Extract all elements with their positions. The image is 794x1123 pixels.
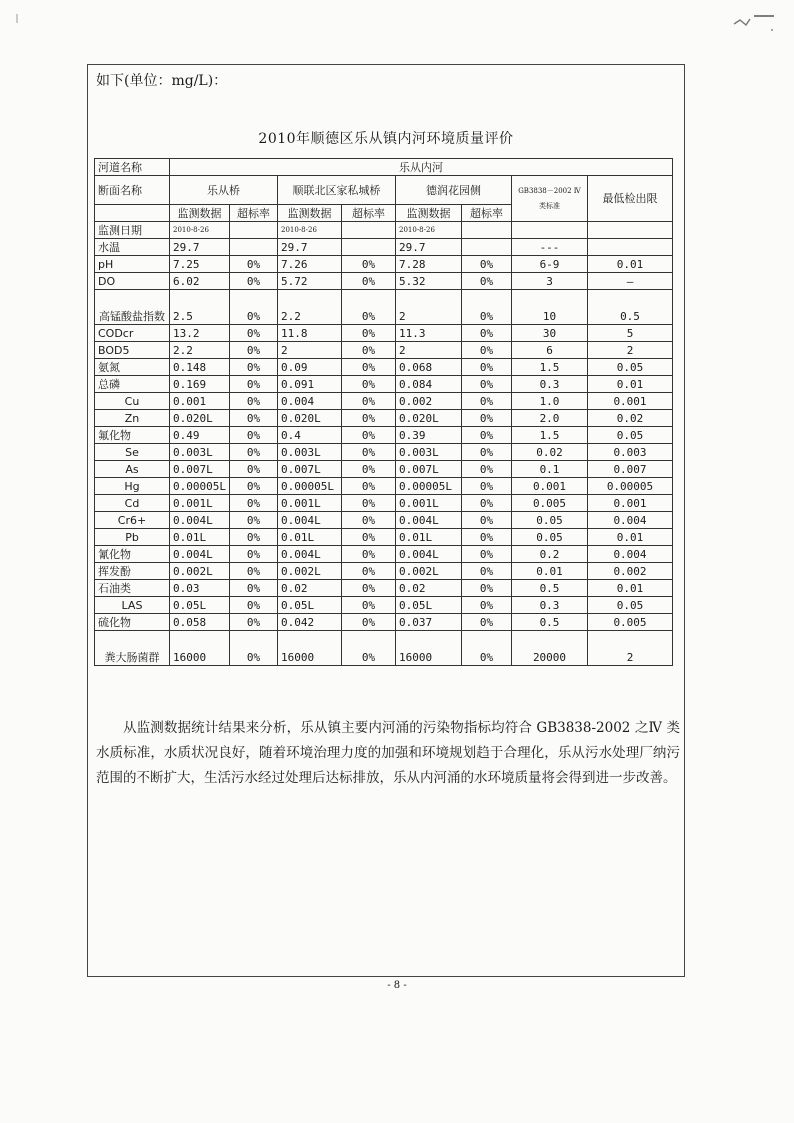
exceed-rate-cell: 0% [230, 427, 278, 444]
monitoring-value-cell: 2 [396, 290, 462, 325]
table-row [95, 512, 673, 529]
sub-header-data: 监测数据 [278, 205, 342, 222]
monitoring-value-cell: 0.068 [396, 359, 462, 376]
monitoring-value-cell: 0.002 [396, 393, 462, 410]
standard-cell: 0.05 [512, 529, 588, 546]
monitoring-value-cell: 0.001L [278, 495, 342, 512]
monitoring-value-cell: 0.007L [278, 461, 342, 478]
monitoring-value-cell: 0.001L [396, 495, 462, 512]
empty-cell [512, 222, 588, 239]
exceed-rate-cell: 0% [230, 256, 278, 273]
monitoring-value-cell: 0.003L [170, 444, 230, 461]
monitoring-value-cell: 0.084 [396, 376, 462, 393]
exceed-rate-cell: 0% [342, 512, 396, 529]
exceed-rate-cell: 0% [342, 495, 396, 512]
table-row [95, 376, 673, 393]
exceed-rate-cell: 0% [230, 631, 278, 666]
monitoring-value-cell: 0.003L [278, 444, 342, 461]
section-name-2: 顺联北区家私城桥 [278, 176, 396, 205]
parameter-name: Pb [95, 529, 170, 546]
table-row [95, 461, 673, 478]
monitoring-value-cell: 0.058 [170, 614, 230, 631]
monitoring-value-cell: 0.020L [170, 410, 230, 427]
detection-limit-cell: 0.004 [588, 512, 673, 529]
exceed-rate-cell: 0% [230, 563, 278, 580]
table-row [95, 393, 673, 410]
monitoring-value-cell: 7.26 [278, 256, 342, 273]
exceed-rate-cell: 0% [342, 631, 396, 666]
standard-cell: 6-9 [512, 256, 588, 273]
exceed-rate-cell: 0% [342, 478, 396, 495]
monitoring-value-cell: 0.00005L [278, 478, 342, 495]
table-row [95, 256, 673, 273]
monitoring-value-cell: 29.7 [278, 239, 342, 256]
exceed-rate-cell: 0% [230, 393, 278, 410]
monitoring-value-cell: 0.004L [396, 512, 462, 529]
exceed-rate-cell [230, 239, 278, 256]
standard-cell: 0.01 [512, 563, 588, 580]
standard-cell: 1.0 [512, 393, 588, 410]
parameter-name: Se [95, 444, 170, 461]
parameter-name: DO [95, 273, 170, 290]
monitoring-value-cell: 7.25 [170, 256, 230, 273]
monitoring-value-cell: 0.004L [170, 546, 230, 563]
table-row [95, 529, 673, 546]
exceed-rate-cell: 0% [342, 410, 396, 427]
monitoring-value-cell: 0.02 [396, 580, 462, 597]
exceed-rate-cell: 0% [462, 512, 512, 529]
exceed-rate-cell: 0% [230, 597, 278, 614]
table-row [95, 563, 673, 580]
exceed-rate-cell: 0% [230, 529, 278, 546]
standard-cell: 6 [512, 342, 588, 359]
exceed-rate-cell: 0% [342, 546, 396, 563]
sub-header-rate: 超标率 [342, 205, 396, 222]
standard-cell: 0.001 [512, 478, 588, 495]
parameter-name: 氰化物 [95, 546, 170, 563]
monitoring-value-cell: 0.037 [396, 614, 462, 631]
intro-text: 如下(单位：mg/L)： [96, 73, 228, 89]
monitoring-value-cell: 0.007L [396, 461, 462, 478]
parameter-name: 总磷 [95, 376, 170, 393]
detection-limit-cell: 0.00005 [588, 478, 673, 495]
detection-limit-cell: 0.01 [588, 580, 673, 597]
detection-limit-cell: 0.05 [588, 597, 673, 614]
exceed-rate-cell: 0% [462, 325, 512, 342]
parameter-name: Hg [95, 478, 170, 495]
table-row [95, 239, 673, 256]
parameter-name: 石油类 [95, 580, 170, 597]
monitoring-value-cell: 0.004L [278, 546, 342, 563]
parameter-name: pH [95, 256, 170, 273]
exceed-rate-cell: 0% [342, 427, 396, 444]
date-label: 监测日期 [95, 222, 170, 239]
parameter-name: 粪大肠菌群 [95, 631, 170, 666]
monitoring-value-cell: 0.002L [278, 563, 342, 580]
monitoring-value-cell: 5.72 [278, 273, 342, 290]
monitoring-value-cell: 0.020L [278, 410, 342, 427]
standard-cell: 0.5 [512, 614, 588, 631]
exceed-rate-cell: 0% [230, 614, 278, 631]
parameter-name: CODcr [95, 325, 170, 342]
exceed-rate-cell: 0% [462, 342, 512, 359]
parameter-name: LAS [95, 597, 170, 614]
exceed-rate-cell: 0% [462, 256, 512, 273]
monitoring-value-cell: 0.004 [278, 393, 342, 410]
table-row [95, 273, 673, 290]
detection-limit-cell: 0.003 [588, 444, 673, 461]
standard-cell: 0.02 [512, 444, 588, 461]
empty-cell [95, 205, 170, 222]
exceed-rate-cell: 0% [230, 546, 278, 563]
exceed-rate-cell [462, 239, 512, 256]
monitoring-value-cell: 0.49 [170, 427, 230, 444]
detection-limit-cell: 0.01 [588, 376, 673, 393]
parameter-name: 氟化物 [95, 427, 170, 444]
monitoring-value-cell: 2.5 [170, 290, 230, 325]
standard-cell: 0.5 [512, 580, 588, 597]
exceed-rate-cell: 0% [230, 290, 278, 325]
exceed-rate-cell: 0% [462, 376, 512, 393]
binding-dot-icon [14, 14, 20, 24]
exceed-rate-cell: 0% [462, 597, 512, 614]
exceed-rate-cell: 0% [342, 273, 396, 290]
monitoring-value-cell: 0.01L [396, 529, 462, 546]
parameter-name: BOD5 [95, 342, 170, 359]
standard-cell: 10 [512, 290, 588, 325]
empty-cell [342, 222, 396, 239]
exceed-rate-cell: 0% [230, 478, 278, 495]
table-row [95, 478, 673, 495]
detection-limit-header: 最低检出限 [588, 176, 673, 222]
exceed-rate-cell: 0% [462, 427, 512, 444]
standard-cell: 1.5 [512, 427, 588, 444]
exceed-rate-cell: 0% [462, 273, 512, 290]
monitoring-value-cell: 0.148 [170, 359, 230, 376]
monitoring-value-cell: 13.2 [170, 325, 230, 342]
exceed-rate-cell: 0% [342, 614, 396, 631]
monitoring-value-cell: 2 [278, 342, 342, 359]
exceed-rate-cell: 0% [230, 410, 278, 427]
sub-header-rate: 超标率 [230, 205, 278, 222]
exceed-rate-cell: 0% [462, 529, 512, 546]
parameter-name: 氨氮 [95, 359, 170, 376]
exceed-rate-cell: 0% [342, 256, 396, 273]
exceed-rate-cell: 0% [342, 529, 396, 546]
date-cell: 2010-8-26 [396, 222, 462, 239]
section-name-1: 乐从桥 [170, 176, 278, 205]
exceed-rate-cell: 0% [342, 359, 396, 376]
table-row [95, 444, 673, 461]
monitoring-value-cell: 0.001L [170, 495, 230, 512]
standard-cell: 3 [512, 273, 588, 290]
detection-limit-cell: 0.5 [588, 290, 673, 325]
exceed-rate-cell: 0% [230, 495, 278, 512]
monitoring-value-cell: 0.01L [278, 529, 342, 546]
exceed-rate-cell: 0% [342, 290, 396, 325]
monitoring-value-cell: 0.02 [278, 580, 342, 597]
table-row [95, 597, 673, 614]
parameter-name: Zn [95, 410, 170, 427]
empty-cell [588, 222, 673, 239]
exceed-rate-cell [342, 239, 396, 256]
monitoring-value-cell: 0.091 [278, 376, 342, 393]
monitoring-value-cell: 0.09 [278, 359, 342, 376]
standard-cell: 0.05 [512, 512, 588, 529]
exceed-rate-cell: 0% [462, 614, 512, 631]
empty-cell [230, 222, 278, 239]
parameter-name: 水温 [95, 239, 170, 256]
table-row [95, 325, 673, 342]
parameter-name: As [95, 461, 170, 478]
exceed-rate-cell: 0% [462, 546, 512, 563]
exceed-rate-cell: 0% [230, 580, 278, 597]
table-row [95, 342, 673, 359]
parameter-name: 高锰酸盐指数 [95, 290, 170, 325]
exceed-rate-cell: 0% [462, 410, 512, 427]
parameter-name: Cd [95, 495, 170, 512]
table-row [95, 359, 673, 376]
exceed-rate-cell: 0% [342, 342, 396, 359]
monitoring-value-cell: 11.8 [278, 325, 342, 342]
standard-cell: 0.1 [512, 461, 588, 478]
section-name-label: 断面名称 [95, 176, 170, 205]
sub-header-data: 监测数据 [396, 205, 462, 222]
detection-limit-cell: 0.05 [588, 359, 673, 376]
monitoring-value-cell: 2 [396, 342, 462, 359]
exceed-rate-cell: 0% [230, 512, 278, 529]
table-title: 2010年顺德区乐从镇内河环境质量评价 [258, 131, 514, 147]
monitoring-value-cell: 0.169 [170, 376, 230, 393]
date-cell: 2010-8-26 [170, 222, 230, 239]
detection-limit-cell: 0.02 [588, 410, 673, 427]
monitoring-value-cell: 29.7 [170, 239, 230, 256]
section-name-3: 德润花园侧 [396, 176, 512, 205]
standard-cell: 1.5 [512, 359, 588, 376]
exceed-rate-cell: 0% [342, 376, 396, 393]
detection-limit-cell: 0.01 [588, 529, 673, 546]
date-cell: 2010-8-26 [278, 222, 342, 239]
detection-limit-cell: 0.001 [588, 393, 673, 410]
exceed-rate-cell: 0% [342, 461, 396, 478]
exceed-rate-cell: 0% [462, 563, 512, 580]
exceed-rate-cell: 0% [230, 273, 278, 290]
monitoring-value-cell: 0.004L [278, 512, 342, 529]
exceed-rate-cell: 0% [342, 563, 396, 580]
exceed-rate-cell: 0% [230, 461, 278, 478]
sub-header-rate: 超标率 [462, 205, 512, 222]
page-number: - 8 - [387, 980, 407, 991]
exceed-rate-cell: 0% [230, 376, 278, 393]
standard-cell: 30 [512, 325, 588, 342]
monitoring-value-cell: 0.003L [396, 444, 462, 461]
monitoring-value-cell: 0.39 [396, 427, 462, 444]
exceed-rate-cell: 0% [342, 325, 396, 342]
standard-cell: 0.005 [512, 495, 588, 512]
standard-cell: --- [512, 239, 588, 256]
standard-cell: 0.2 [512, 546, 588, 563]
monitoring-value-cell: 0.4 [278, 427, 342, 444]
exceed-rate-cell: 0% [230, 325, 278, 342]
parameter-name: 挥发酚 [95, 563, 170, 580]
table-row [95, 495, 673, 512]
sub-header-data: 监测数据 [170, 205, 230, 222]
monitoring-value-cell: 5.32 [396, 273, 462, 290]
monitoring-value-cell: 0.002L [170, 563, 230, 580]
exceed-rate-cell: 0% [462, 393, 512, 410]
exceed-rate-cell: 0% [342, 580, 396, 597]
table-row [95, 614, 673, 631]
detection-limit-cell: 0.002 [588, 563, 673, 580]
monitoring-value-cell: 0.05L [170, 597, 230, 614]
monitoring-value-cell: 16000 [278, 631, 342, 666]
monitoring-value-cell: 0.01L [170, 529, 230, 546]
standard-cell: 0.3 [512, 376, 588, 393]
exceed-rate-cell: 0% [230, 342, 278, 359]
monitoring-value-cell: 0.03 [170, 580, 230, 597]
table-row [95, 546, 673, 563]
exceed-rate-cell: 0% [230, 444, 278, 461]
parameter-name: Cr6+ [95, 512, 170, 529]
monitoring-value-cell: 6.02 [170, 273, 230, 290]
exceed-rate-cell: 0% [342, 393, 396, 410]
exceed-rate-cell: 0% [462, 290, 512, 325]
monitoring-value-cell: 0.020L [396, 410, 462, 427]
monitoring-value-cell: 11.3 [396, 325, 462, 342]
monitoring-value-cell: 0.00005L [396, 478, 462, 495]
detection-limit-cell: 0.005 [588, 614, 673, 631]
exceed-rate-cell: 0% [462, 478, 512, 495]
detection-limit-cell: 0.001 [588, 495, 673, 512]
river-name-label: 河道名称 [95, 159, 170, 176]
standard-cell: 0.3 [512, 597, 588, 614]
exceed-rate-cell: 0% [462, 631, 512, 666]
exceed-rate-cell: 0% [342, 444, 396, 461]
monitoring-value-cell: 0.05L [396, 597, 462, 614]
table-row [95, 290, 673, 325]
parameter-name: Cu [95, 393, 170, 410]
monitoring-value-cell: 7.28 [396, 256, 462, 273]
detection-limit-cell: 0.004 [588, 546, 673, 563]
monitoring-value-cell: 0.042 [278, 614, 342, 631]
monitoring-value-cell: 16000 [170, 631, 230, 666]
exceed-rate-cell: 0% [462, 495, 512, 512]
water-quality-table [94, 158, 673, 666]
detection-limit-cell: 2 [588, 631, 673, 666]
standard-header: GB3838－2002 Ⅳ类标准 [512, 176, 588, 222]
standard-cell: 20000 [512, 631, 588, 666]
monitoring-value-cell: 2.2 [278, 290, 342, 325]
monitoring-value-cell: 0.004L [396, 546, 462, 563]
monitoring-value-cell: 0.001 [170, 393, 230, 410]
table-row [95, 410, 673, 427]
detection-limit-cell: 0.01 [588, 256, 673, 273]
exceed-rate-cell: 0% [230, 359, 278, 376]
exceed-rate-cell: 0% [462, 359, 512, 376]
table-row [95, 631, 673, 666]
standard-cell: 2.0 [512, 410, 588, 427]
river-name-value: 乐从内河 [170, 159, 673, 176]
parameter-name: 硫化物 [95, 614, 170, 631]
monitoring-value-cell: 0.007L [170, 461, 230, 478]
detection-limit-cell: — [588, 273, 673, 290]
scan-mark-icon [728, 10, 778, 34]
monitoring-value-cell: 0.002L [396, 563, 462, 580]
detection-limit-cell: 0.007 [588, 461, 673, 478]
detection-limit-cell: 0.05 [588, 427, 673, 444]
table-row [95, 427, 673, 444]
monitoring-value-cell: 0.00005L [170, 478, 230, 495]
exceed-rate-cell: 0% [462, 444, 512, 461]
exceed-rate-cell: 0% [462, 461, 512, 478]
monitoring-value-cell: 16000 [396, 631, 462, 666]
monitoring-value-cell: 29.7 [396, 239, 462, 256]
exceed-rate-cell: 0% [342, 597, 396, 614]
monitoring-value-cell: 0.004L [170, 512, 230, 529]
table-row [95, 580, 673, 597]
monitoring-value-cell: 2.2 [170, 342, 230, 359]
data-rows [95, 239, 673, 666]
detection-limit-cell [588, 239, 673, 256]
exceed-rate-cell: 0% [462, 580, 512, 597]
empty-cell [462, 222, 512, 239]
monitoring-value-cell: 0.05L [278, 597, 342, 614]
analysis-paragraph: 从监测数据统计结果来分析，乐从镇主要内河涌的污染物指标均符合 GB3838-2002 之Ⅳ 类水质标准，水质状况良好，随着环境治理力度的加强和环境规划趋于合理化，乐从污水处理厂纳污范围的不断扩大，生活污水经过处理后达标排放，乐从内河涌的水环境质量将会得到进一步改善。 [96, 720, 680, 786]
detection-limit-cell: 5 [588, 325, 673, 342]
detection-limit-cell: 2 [588, 342, 673, 359]
